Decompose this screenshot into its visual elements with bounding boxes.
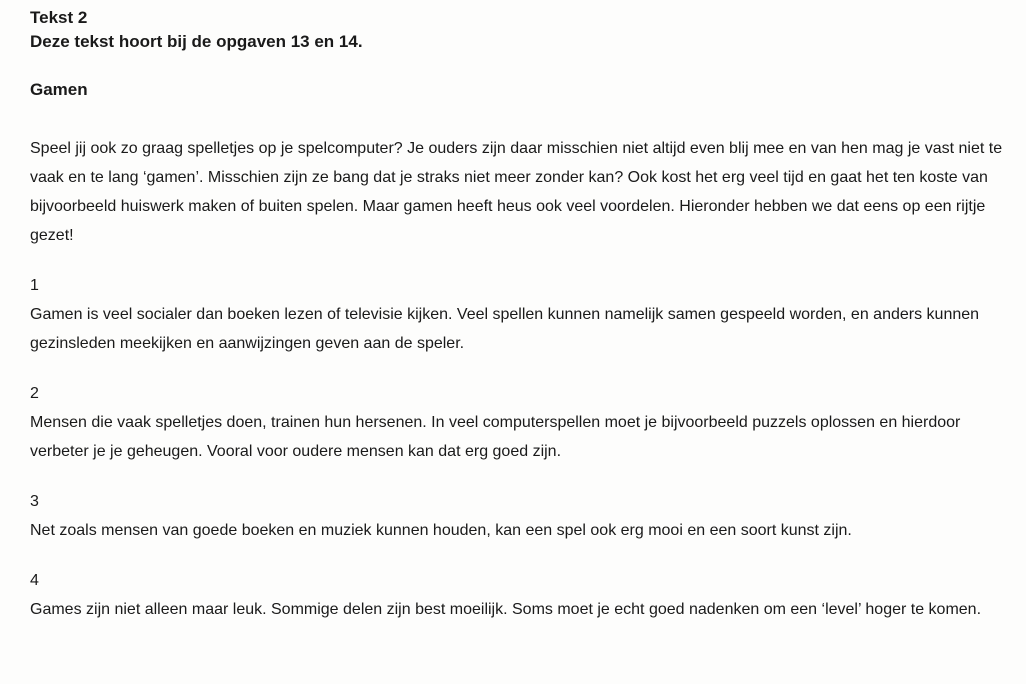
section-number: 1 <box>30 277 39 294</box>
section-1 <box>30 271 1005 358</box>
section-3 <box>30 487 1005 545</box>
section-text: Net zoals mensen van goede boeken en muziek kunnen houden, kan een spel ook erg mooi en een soort kunst zijn. <box>30 522 852 539</box>
section-text: Mensen die vaak spelletjes doen, trainen hun hersenen. In veel computerspellen moet je bijvoorbeeld puzzels oplossen en hierdoor verbeter je je geheugen. Vooral voor oudere mensen kan dat erg goed zijn. <box>30 414 961 460</box>
article-title: Gamen <box>30 80 88 99</box>
section-number: 2 <box>30 385 39 402</box>
section-2 <box>30 379 1005 466</box>
section-text: Gamen is veel socialer dan boeken lezen of televisie kijken. Veel spellen kunnen namelijk samen gespeeld worden, en anders kunnen gezinsleden meekijken en aanwijzingen geven aan de speler. <box>30 306 980 352</box>
text-label: Tekst 2 <box>30 8 88 27</box>
section-number: 3 <box>30 493 39 510</box>
text-subtitle: Deze tekst hoort bij de opgaven 13 en 14. <box>30 32 363 51</box>
section-text: Games zijn niet alleen maar leuk. Sommige delen zijn best moeilijk. Soms moet je echt goed nadenken om een ‘level’ hoger te komen. <box>30 601 982 618</box>
document-page <box>30 6 1005 624</box>
section-4 <box>30 566 1005 624</box>
section-number: 4 <box>30 572 39 589</box>
intro-paragraph: Speel jij ook zo graag spelletjes op je spelcomputer? Je ouders zijn daar misschien niet altijd even blij mee en van hen mag je vast niet te vaak en te lang ‘gamen’. Misschien zijn ze bang dat je straks niet meer zonder kan? Ook kost het erg veel tijd en gaat het ten koste van bijvoorbeeld huiswerk maken of buiten spelen. Maar gamen heeft heus ook veel voordelen. Hieronder hebben we dat eens op een rijtje gezet! <box>30 140 1003 244</box>
